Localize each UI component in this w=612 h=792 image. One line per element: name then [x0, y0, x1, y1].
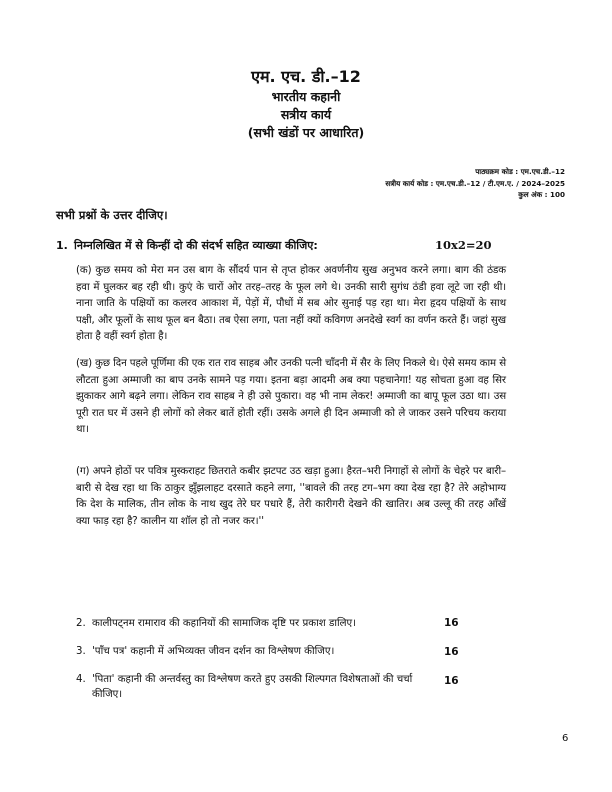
question-1-number: 1.: [56, 239, 68, 252]
question-2-marks: 16: [444, 617, 459, 629]
passage-ga: (ग) अपने होठों पर पवित्र मुस्कराहट छितराते कबीर झटपट उठ खड़ा हुआ। हैरत–भरी निगाहों से लोगों के चेहरे पर बारी–बारी से देख रहा था कि ठाकुर झुँझलाहट दरसाते कहने लगा, ''बावले की तरह टग–भग क्या देख रहा है? तेरे अहोभाग्य कि देश के मालिक, तीन लोक के नाथ खुद तेरे घर पधारे हैं, तेरी कारीगरी देखने की खातिर। अब उल्लू की तरह आँखें क्या फाड़ रहा है? कालीन या शॉल हो तो नजर कर।'': [76, 466, 506, 527]
total-marks-line: कुल अंक : 100: [518, 190, 565, 199]
course-code-heading: एम. एच. डी.–12: [251, 67, 361, 86]
instruction-text: सभी प्रश्नों के उत्तर दीजिए।: [56, 208, 168, 222]
question-4: [76, 673, 438, 702]
passage-kha: (ख) कुछ दिन पहले पूर्णिमा की एक रात राव साहब और उनकी पत्नी चाँदनी में सैर के लिए निकले थे। ऐसे समय काम से लौटता हुआ अम्माजी का बाप उनके सामने पड़ गया। इतना बड़ा आदमी अब क्या पहचानेगा! यह सोचता हुआ वह सिर झुकाकर आगे बढ़ने लगा। लेकिन राव साहब ने ही उसे पुकारा। वह भी नाम लेकर! अम्माजी का बापू फूल उठा था। उस पूरी रात घर में उसने ही लोगों को लेकर बातें होती रहीं। उसके अगले ही दिन अम्माजी को ले जाकर उसने परिचय कराया था।: [76, 358, 506, 436]
question-2: [76, 617, 438, 632]
assignment-label: सत्रीय कार्य: [280, 107, 332, 122]
question-4-number: 4.: [76, 674, 86, 685]
course-code-line: पाठ्यक्रम कोड : एम.एच.डी.–12: [475, 167, 565, 176]
question-3-text: 'पाँच पत्र' कहानी में अभिव्यक्त जीवन दर्शन का विश्लेषण कीजिए।: [92, 646, 335, 657]
question-3-number: 3.: [76, 646, 86, 657]
question-1-text: निम्नलिखित में से किन्हीं दो की संदर्भ सहित व्याख्या कीजिए:: [74, 239, 318, 252]
question-2-text: कालीपट्नम रामाराव की कहानियों की सामाजिक दृष्टि पर प्रकाश डालिए।: [92, 618, 357, 629]
passage-ka: (क) कुछ समय को मेरा मन उस बाग के सौंदर्य पान से तृप्त होकर अवर्णनीय सुख अनुभव करने लगा। बाग की ठंडक हवा में घुलकर बह रही थी। कुएं के चारों ओर तरह–तरह के फूल लगे थे। उनकी सारी सुगंध ठंडी हवा लूटे जा रही थी। नाना जाति के पक्षियों का कलरव आकाश में, पेड़ों में, पौधों में सब ओर सुनाई पड़ रहा था। मेरा हृदय पक्षियों के साथ पक्षी, और फूलों के साथ फूल बन बैठा। तब ऐसा लगा, पता नहीं क्यों कविगण अनदेखे स्वर्ग का वर्णन करते हैं। जहां सुख होता है वहीं स्वर्ग होता है।: [76, 265, 506, 343]
question-4-marks: 16: [444, 675, 459, 687]
assignment-code-line: सत्रीय कार्य कोड : एम.एच.डी.–12 / टी.एम.ए. / 2024–2025: [385, 178, 565, 188]
assignment-meta: [385, 166, 565, 201]
course-title: भारतीय कहानी: [271, 89, 341, 104]
question-4-text: 'पिता' कहानी की अन्तर्वस्तु का विश्लेषण करते हुए उसकी शिल्पगत विशेषताओं की चर्चा कीजिए।: [92, 674, 413, 700]
assignment-basis: (सभी खंडों पर आधारित): [247, 125, 365, 140]
question-1-marks: 10x2=20: [435, 238, 492, 252]
question-3-marks: 16: [444, 646, 459, 658]
page-number: 6: [562, 733, 569, 744]
question-2-number: 2.: [76, 618, 86, 629]
question-3: [76, 645, 438, 660]
document-header: [0, 66, 612, 142]
